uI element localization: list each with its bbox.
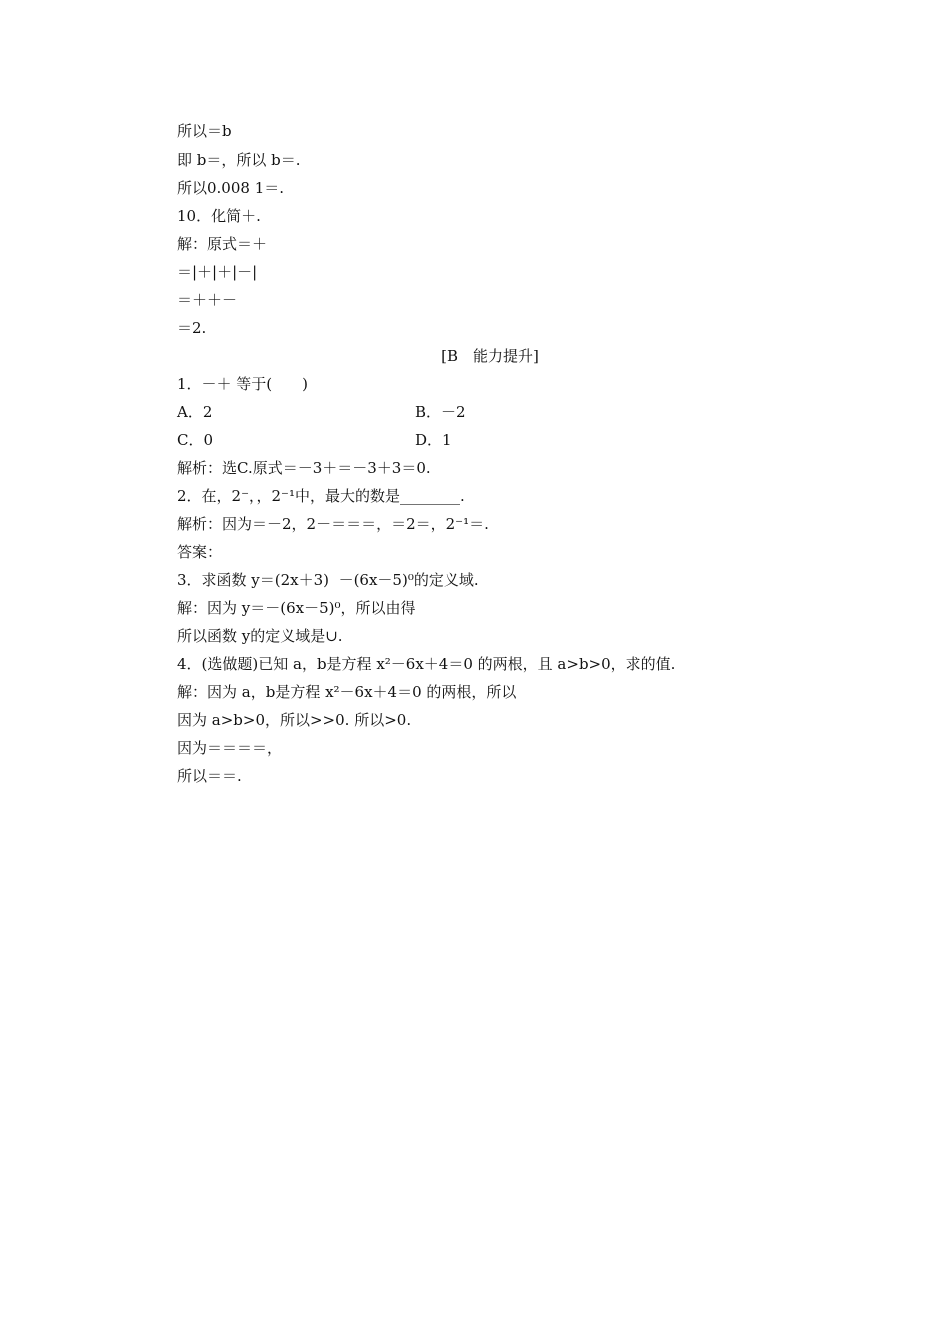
text-line: 即 b＝，所以 b＝. [177,151,301,169]
option-a: A．2 [177,403,213,421]
text-line: ＝＋＋－ [177,291,238,309]
text-line: 10．化简＋. [177,207,261,225]
option-c: C．0 [177,431,214,449]
question-3-solution: 解：因为 y＝－(6x－5)⁰，所以由得 [177,599,416,617]
option-b: B．－2 [415,403,466,421]
text-line: 所以＝b [177,122,232,140]
question-4-solution: 因为＝＝＝＝， [177,739,283,757]
question-1-analysis: 解析：选C.原式＝－3＋＝－3＋3＝0. [177,459,431,477]
text-line: 所以0.008 1＝. [177,179,285,197]
question-2-analysis: 解析：因为＝－2，2－＝＝＝，＝2＝，2⁻¹＝. [177,515,489,533]
question-2-answer: 答案： [177,543,223,561]
question-4-stem: 4．(选做题)已知 a，b是方程 x²－6x＋4＝0 的两根，且 a>b>0，求的值. [177,655,676,673]
option-d: D．1 [415,431,452,449]
question-1-stem: 1．－＋ 等于( ) [177,375,309,393]
question-3-stem: 3．求函数 y＝(2x＋3) －(6x－5)⁰的定义域. [177,571,479,589]
section-title: [B 能力提升] [441,347,539,365]
text-line: ＝|＋|＋|－| [177,263,258,281]
question-2-stem: 2．在，2⁻，，2⁻¹中，最大的数是________. [177,487,465,505]
question-4-solution: 因为 a>b>0，所以>>0. 所以>0. [177,711,412,729]
text-line: 解：原式＝＋ [177,235,268,253]
question-4-solution: 所以＝＝. [177,767,242,785]
text-line: ＝2. [177,319,207,337]
question-4-solution: 解：因为 a，b是方程 x²－6x＋4＝0 的两根，所以 [177,683,517,701]
question-3-solution: 所以函数 y的定义域是∪. [177,627,343,645]
